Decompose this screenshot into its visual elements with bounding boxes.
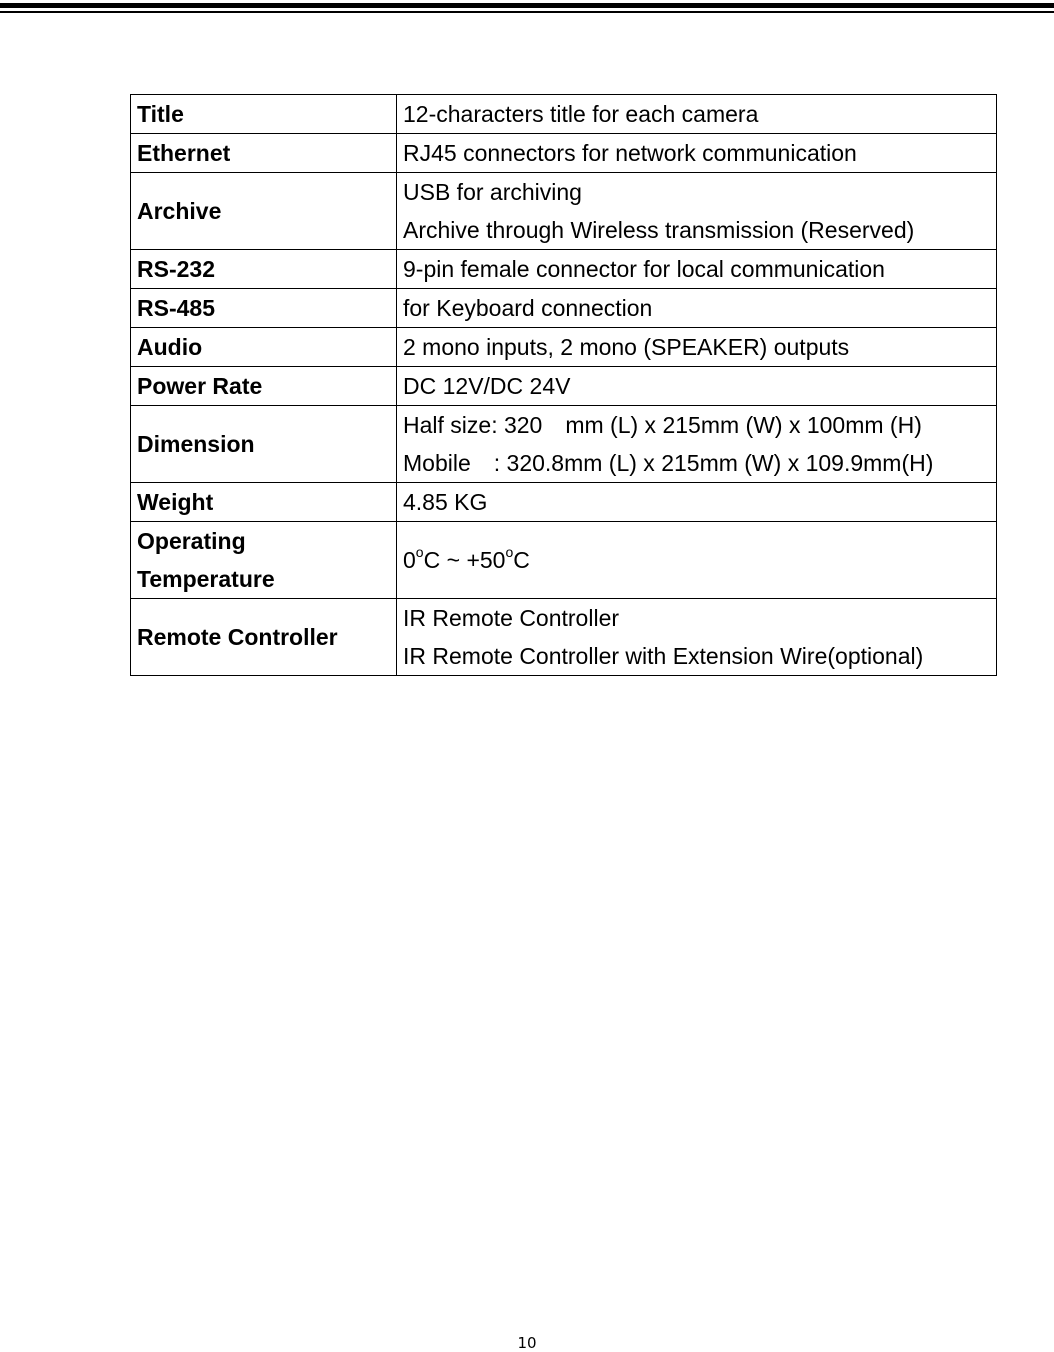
temp-unit: C bbox=[513, 547, 530, 573]
spec-row-power-rate bbox=[131, 367, 997, 406]
spec-value-line: Archive through Wireless transmission (Reserved) bbox=[403, 217, 915, 243]
spec-value-line: Half size: 320 mm (L) x 215mm (W) x 100mm (H) bbox=[403, 412, 922, 438]
spec-value-line: for Keyboard connection bbox=[403, 295, 653, 321]
spec-value bbox=[397, 134, 997, 173]
spec-label: Remote Controller bbox=[131, 599, 397, 676]
page-number: 10 bbox=[517, 1334, 537, 1352]
degree-symbol: o bbox=[505, 544, 514, 561]
spec-value bbox=[397, 173, 997, 250]
specifications-table bbox=[130, 94, 997, 676]
spec-row-remote-controller bbox=[131, 599, 997, 676]
spec-label: Weight bbox=[131, 483, 397, 522]
spec-row-ethernet bbox=[131, 134, 997, 173]
spec-value bbox=[397, 328, 997, 367]
spec-row-operating-temperature bbox=[131, 522, 997, 599]
spec-value bbox=[397, 367, 997, 406]
spec-label-line: Temperature bbox=[137, 566, 275, 592]
spec-label bbox=[131, 522, 397, 599]
spec-value bbox=[397, 483, 997, 522]
spec-value-line: 12-characters title for each camera bbox=[403, 101, 759, 127]
temp-separator: ~ bbox=[440, 547, 467, 573]
spec-value-line: 9-pin female connector for local communication bbox=[403, 256, 885, 282]
temp-low: 0 bbox=[403, 547, 416, 573]
spec-label: Archive bbox=[131, 173, 397, 250]
spec-row-archive bbox=[131, 173, 997, 250]
spec-label: Dimension bbox=[131, 406, 397, 483]
spec-label-line: Operating bbox=[137, 528, 246, 554]
spec-value bbox=[397, 250, 997, 289]
spec-row-audio bbox=[131, 328, 997, 367]
spec-value-line: Mobile : 320.8mm (L) x 215mm (W) x 109.9mm(H) bbox=[403, 450, 934, 476]
header-rule-thin bbox=[0, 11, 1054, 13]
spec-value-line: 2 mono inputs, 2 mono (SPEAKER) outputs bbox=[403, 334, 850, 360]
spec-row-rs232 bbox=[131, 250, 997, 289]
spec-row-weight bbox=[131, 483, 997, 522]
spec-value-line: 4.85 KG bbox=[403, 489, 488, 515]
spec-row-title bbox=[131, 95, 997, 134]
spec-value bbox=[397, 95, 997, 134]
temp-high: +50 bbox=[466, 547, 506, 573]
spec-label: RS-485 bbox=[131, 289, 397, 328]
spec-label: Power Rate bbox=[131, 367, 397, 406]
spec-label: Title bbox=[131, 95, 397, 134]
spec-row-rs485 bbox=[131, 289, 997, 328]
spec-value-line: USB for archiving bbox=[403, 179, 582, 205]
spec-value bbox=[397, 289, 997, 328]
spec-label: Audio bbox=[131, 328, 397, 367]
spec-value-line: IR Remote Controller with Extension Wire(optional) bbox=[403, 643, 924, 669]
spec-label: Ethernet bbox=[131, 134, 397, 173]
spec-value-line: DC 12V/DC 24V bbox=[403, 373, 571, 399]
spec-value-line: RJ45 connectors for network communication bbox=[403, 140, 857, 166]
temp-unit: C bbox=[423, 547, 441, 573]
spec-value bbox=[397, 522, 997, 599]
degree-symbol: o bbox=[415, 544, 424, 561]
spec-label: RS-232 bbox=[131, 250, 397, 289]
temperature-range bbox=[403, 541, 990, 579]
header-rule-thick bbox=[0, 3, 1054, 8]
spec-row-dimension bbox=[131, 406, 997, 483]
spec-value bbox=[397, 406, 997, 483]
spec-value-line: IR Remote Controller bbox=[403, 605, 620, 631]
spec-value bbox=[397, 599, 997, 676]
